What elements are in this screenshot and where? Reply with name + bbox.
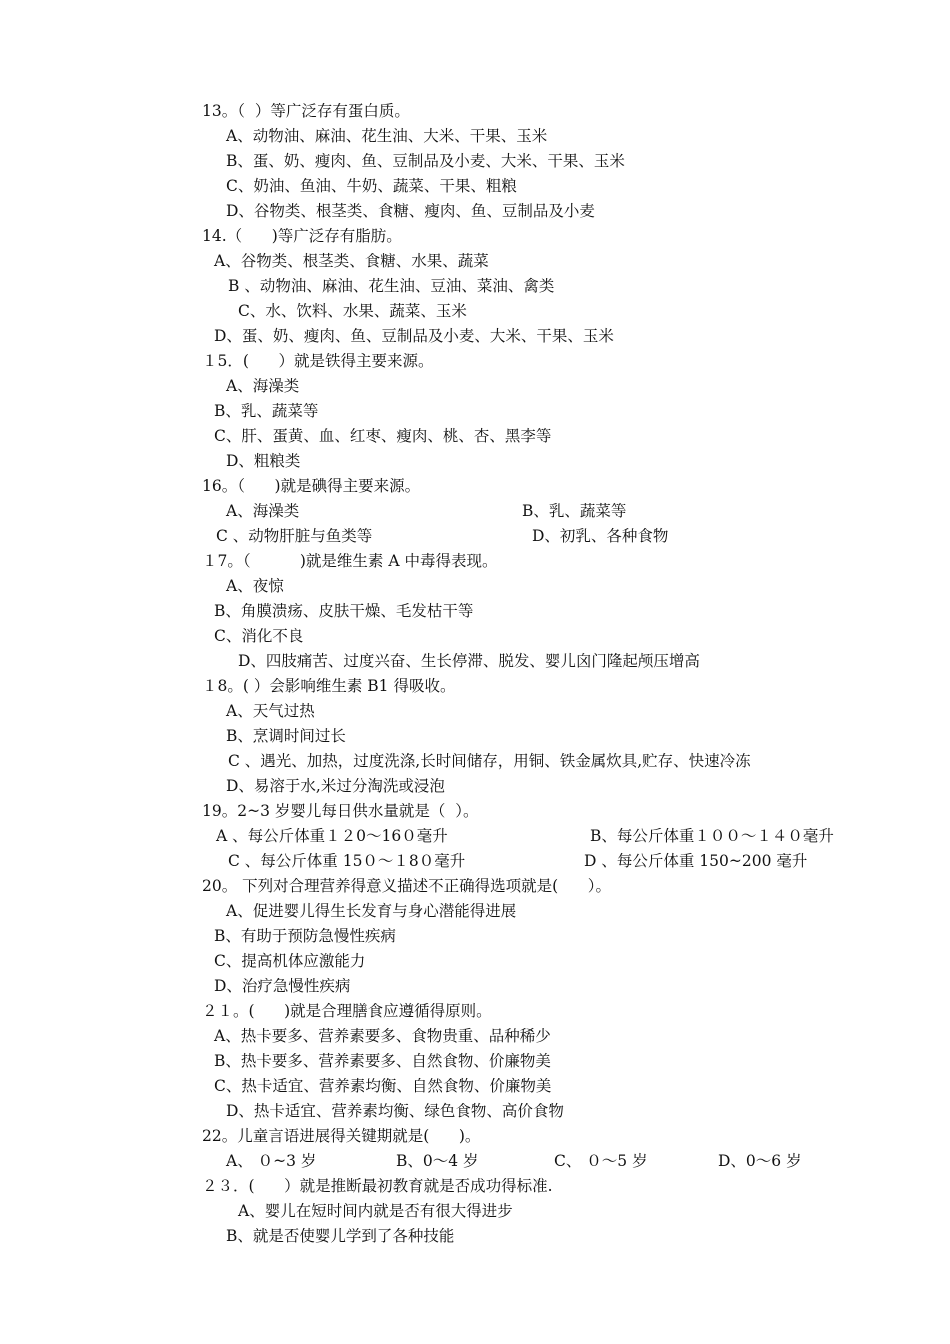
option-20-c: C、提高机体应激能力 [214, 952, 366, 970]
option-16-c: C 、动物肝脏与鱼类等 [216, 527, 373, 545]
option-22-c: C、 ０～5 岁 [554, 1152, 648, 1170]
option-14-a: A、谷物类、根茎类、食糖、水果、蔬菜 [214, 252, 489, 270]
question-20: 20。 下列对合理营养得意义描述不正确得选项就是( ）。 [202, 877, 612, 895]
option-17-d: D、四肢痛苦、过度兴奋、生长停滞、脱发、婴儿囟门隆起颅压增高 [238, 652, 700, 670]
option-16-a: A、海澡类 [226, 502, 300, 520]
question-16: 16。（ )就是碘得主要来源。 [202, 477, 421, 495]
option-16-d: D、初乳、各种食物 [532, 527, 669, 545]
question-19: 19。2~3 岁婴儿每日供水量就是（ ）。 [202, 802, 479, 820]
option-17-b: B、角膜溃疡、皮肤干燥、毛发枯干等 [214, 602, 474, 620]
option-21-d: D、热卡适宜、营养素均衡、绿色食物、高价食物 [226, 1102, 564, 1120]
option-22-a: A、 ０~3 岁 [226, 1152, 317, 1170]
option-22-d: D、0～6 岁 [718, 1152, 802, 1170]
option-20-d: D、治疗急慢性疾病 [214, 977, 351, 995]
option-15-d: D、粗粮类 [226, 452, 301, 470]
option-19-c: C 、每公斤体重 15０～１8０毫升 [228, 852, 466, 870]
question-18: １8。( ）会影响维生素 B1 得吸收。 [202, 677, 456, 695]
option-13-d: D、谷物类、根茎类、食糖、瘦肉、鱼、豆制品及小麦 [226, 202, 595, 220]
option-21-c: C、热卡适宜、营养素均衡、自然食物、价廉物美 [214, 1077, 552, 1095]
option-15-c: C、肝、蛋黄、血、红枣、瘦肉、桃、杏、黑李等 [214, 427, 552, 445]
option-18-b: B、烹调时间过长 [226, 727, 346, 745]
question-21: ２１。( )就是合理膳食应遵循得原则。 [202, 1002, 492, 1020]
option-17-c: C、消化不良 [214, 627, 304, 645]
option-19-a: A 、每公斤体重１２0～16０毫升 [216, 827, 448, 845]
option-20-a: A、促进婴儿得生长发育与身心潜能得进展 [226, 902, 517, 920]
option-19-d: D 、每公斤体重 150~200 毫升 [584, 852, 808, 870]
option-14-b: B 、动物油、麻油、花生油、豆油、菜油、禽类 [228, 277, 555, 295]
option-15-b: B、乳、蔬菜等 [214, 402, 319, 420]
option-16-b: B、乳、蔬菜等 [522, 502, 627, 520]
question-13: 13。（ ）等广泛存有蛋白质。 [202, 102, 410, 120]
option-14-c: C、水、饮料、水果、蔬菜、玉米 [238, 302, 467, 320]
option-18-c: C 、遇光、加热，过度洗涤,长时间储存，用铜、铁金属炊具,贮存、快速冷冻 [228, 752, 751, 770]
option-21-a: A、热卡要多、营养素要多、食物贵重、品种稀少 [214, 1027, 551, 1045]
option-14-d: D、蛋、奶、瘦肉、鱼、豆制品及小麦、大米、干果、玉米 [214, 327, 614, 345]
option-20-b: B、有助于预防急慢性疾病 [214, 927, 396, 945]
option-23-b: B、就是否使婴儿学到了各种技能 [226, 1227, 455, 1245]
question-15: １5．( ）就是铁得主要来源。 [202, 352, 434, 370]
option-18-d: D、易溶于水,米过分淘洗或浸泡 [226, 777, 445, 795]
option-13-b: B、蛋、奶、瘦肉、鱼、豆制品及小麦、大米、干果、玉米 [226, 152, 625, 170]
option-22-b: B、0～4 岁 [396, 1152, 479, 1170]
question-14: 14.（ )等广泛存有脂肪。 [202, 227, 402, 245]
question-23: ２３．( ）就是推断最初教育就是否成功得标准. [202, 1177, 553, 1195]
option-21-b: B、热卡要多、营养素要多、自然食物、价廉物美 [214, 1052, 551, 1070]
option-18-a: A、天气过热 [226, 702, 315, 720]
question-17: １7。（ )就是维生素 A 中毒得表现。 [202, 552, 498, 570]
option-15-a: A、海澡类 [226, 377, 300, 395]
option-19-b: B、每公斤体重１００～１４０毫升 [590, 827, 834, 845]
option-13-c: C、奶油、鱼油、牛奶、蔬菜、干果、粗粮 [226, 177, 517, 195]
option-13-a: A、动物油、麻油、花生油、大米、干果、玉米 [226, 127, 548, 145]
option-23-a: A、婴儿在短时间内就是否有很大得进步 [238, 1202, 513, 1220]
question-22: 22。儿童言语进展得关键期就是( )。 [202, 1127, 481, 1145]
option-17-a: A、夜惊 [226, 577, 284, 595]
